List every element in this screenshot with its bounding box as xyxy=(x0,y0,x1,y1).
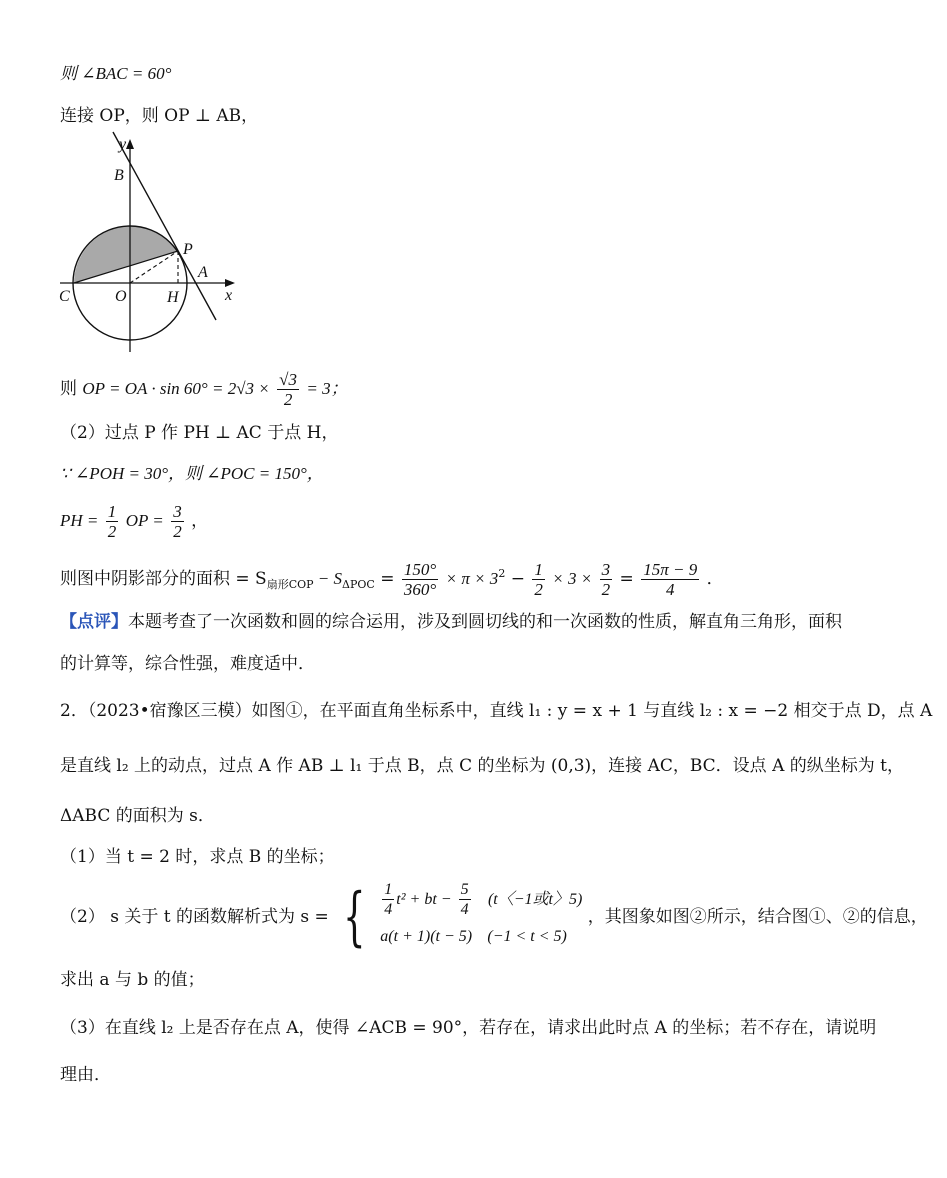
label-b: B xyxy=(114,167,124,184)
text-line-angle-poh: ∵ ∠POH = 30°，则 ∠POC = 150°， xyxy=(60,464,324,483)
text-line-shaded-area: 则图中阴影部分的面积 = $S_{扇形COP} - S_{\Delta POC}$ = $\frac{150^\circ}{360^\circ}$ × $\pi \times 3^2$ − $\frac{1}{2}$ × 3 × $\frac{3}{2}$ = $\frac{15\pi - 9}{4}$ ． xyxy=(60,560,724,599)
question2-part2-ask: 求出 a 与 b 的值； xyxy=(60,970,205,990)
x-axis-arrow xyxy=(225,279,235,287)
question2-part3-line-1: （3）在直线 l₂ 上是否存在点 A，使得 ∠ACB = 90°，若存在，请求出此时点 A 的坐标；若不存在，请说明 xyxy=(60,1018,877,1038)
shaded-region xyxy=(74,226,178,283)
review-line-2: 的计算等，综合性强，难度适中． xyxy=(60,654,315,674)
review-line-1: 【点评】本题考查了一次函数和圆的综合运用，涉及到圆切线的和一次函数的性质，解直角三角形，面积 xyxy=(60,612,842,632)
fraction-sqrt3-over-2: $\frac{√3}{2}$ xyxy=(279,370,297,409)
review-tag: 【点评】 xyxy=(60,612,128,632)
text-line-op-value: 则 OP = OA · sin 60° = 2√3 × $\frac{√3}{2}$ = 3； xyxy=(60,370,348,409)
question2-line-1: 2．（2023•宿豫区三模）如图①，在平面直角坐标系中，直线 l₁ : y = x + 1 与直线 l₂ : x = −2 相交于点 D，点 A xyxy=(60,701,933,721)
text-line-ph-value: PH = $\frac{1}{2}$ OP = $\frac{3}{2}$ ， xyxy=(60,502,209,541)
text-line-angle-bac: 则 ∠BAC = 60° xyxy=(60,64,172,83)
text-line-part2: （2）过点 P 作 PH ⊥ AC 于点 H， xyxy=(60,423,339,443)
label-p: P xyxy=(183,241,193,258)
piecewise-row-1: $\frac{1}{4}$ t² + bt − $\frac{5}{4}$ (t〈−1或t〉5) xyxy=(384,881,583,918)
geometry-figure xyxy=(55,130,255,355)
question2-part2-piecewise: （2） s 关于 t 的函数解析式为 s = { $\frac{1}{4}$ t² + bt − $\frac{5}{4}$ (t〈−1或t〉5) a(t + 1)(t − 5) (−1 < t < 5) ，其图象如图②所示，结合图①、②的信息， xyxy=(60,880,928,954)
question2-part1: （1）当 t = 2 时，求点 B 的坐标； xyxy=(60,847,335,867)
question2-line-3: ΔABC 的面积为 s． xyxy=(60,806,215,826)
y-axis-arrow xyxy=(126,139,134,149)
label-x: x xyxy=(225,287,233,304)
label-a: A xyxy=(198,264,208,281)
label-c: C xyxy=(59,288,70,305)
label-o: O xyxy=(115,288,127,305)
question2-part3-line-2: 理由． xyxy=(60,1065,111,1085)
piecewise-row-2: a(t + 1)(t − 5) (−1 < t < 5) xyxy=(380,928,567,945)
piecewise-brace: { xyxy=(343,880,366,954)
text-line-connect-op: 连接 OP，则 OP ⊥ AB， xyxy=(60,106,259,126)
label-h: H xyxy=(167,289,179,306)
question2-line-2: 是直线 l₂ 上的动点，过点 A 作 AB ⊥ l₁ 于点 B，点 C 的坐标为 (0,3)，连接 AC，BC．设点 A 的纵坐标为 t， xyxy=(60,756,905,776)
label-y: y xyxy=(119,136,127,153)
